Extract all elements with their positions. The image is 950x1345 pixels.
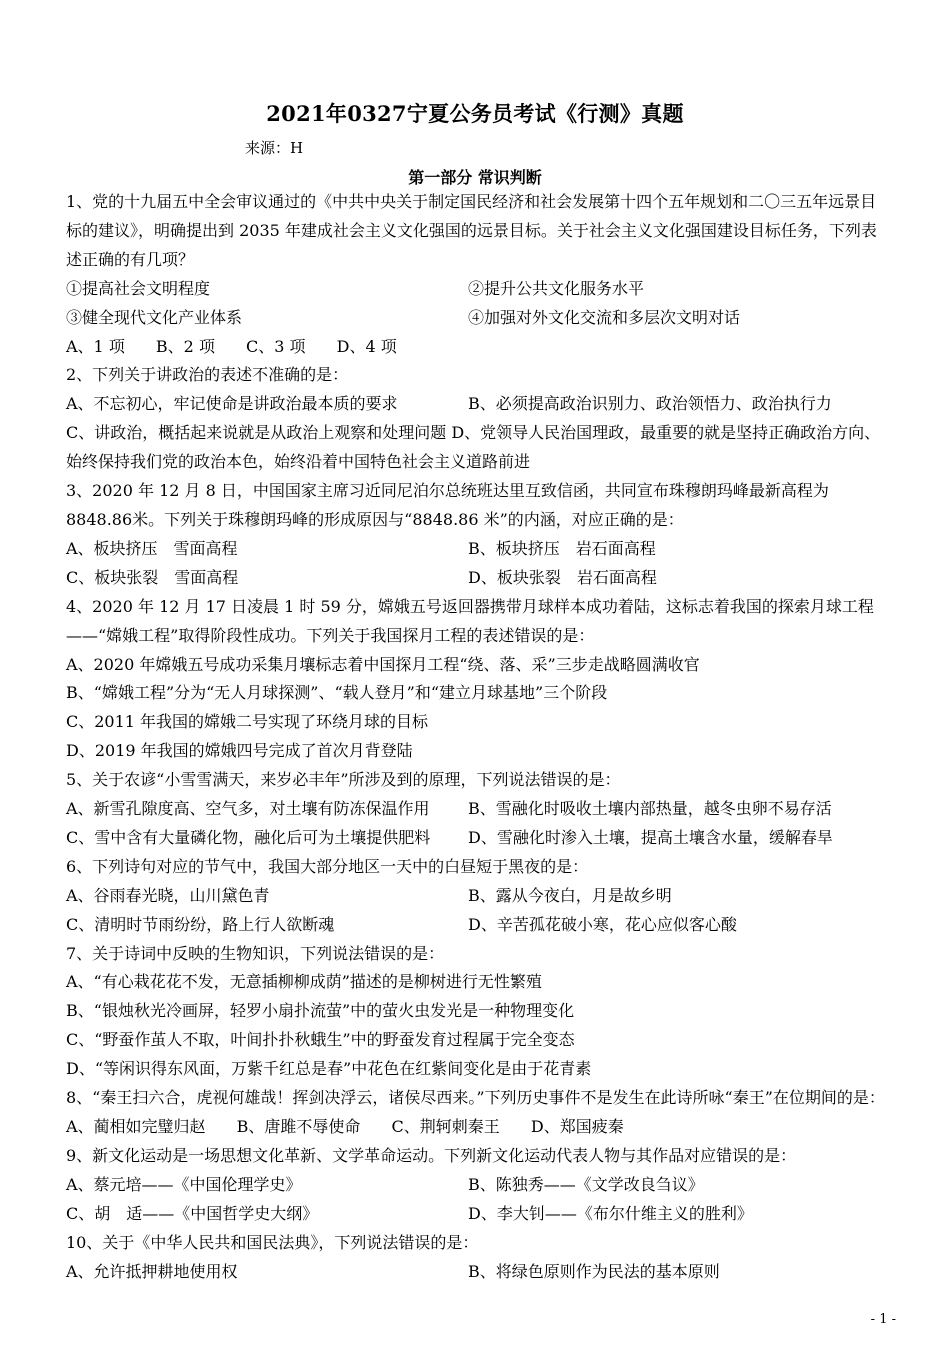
question-5-option-a: A、新雪孔隙度高、空气多，对土壤有防冻保温作用 — [66, 799, 430, 819]
question-10-option-b: B、将绿色原则作为民法的基本原则 — [468, 1261, 720, 1281]
question-1-item: ③健全现代文化产业体系 — [66, 307, 243, 327]
question-6-option-c: C、清明时节雨纷纷，路上行人欲断魂 — [66, 914, 335, 934]
question-5-options-row-2 — [66, 824, 888, 853]
question-3-option-d: D、板块张裂 岩石面高程 — [468, 567, 657, 587]
question-4-option-c: C、2011 年我国的嫦娥二号实现了环绕月球的目标 — [66, 712, 429, 732]
question-9-option-d: D、李大钊——《布尔什维主义的胜利》 — [468, 1203, 753, 1223]
question-1-option: C、3 项 — [246, 336, 306, 356]
question-2-option-b: B、必须提高政治识别力、政治领悟力、政治执行力 — [468, 394, 832, 414]
question-3-option-c: C、板块张裂 雪面高程 — [66, 567, 239, 587]
question-4-option-a: A、2020 年嫦娥五号成功采集月壤标志着中国探月工程“绕、落、采”三步走战略圆满收官 — [66, 654, 700, 674]
question-7-option-b: B、“银烛秋光冷画屏，轻罗小扇扑流萤”中的萤火虫发光是一种物理变化 — [66, 1001, 575, 1021]
question-1-stem: 1、党的十九届五中全会审议通过的《中共中央关于制定国民经济和社会发展第十四个五年规划和二〇三五年远景目标的建议》，明确提出到 2035 年建成社会主义文化强国的远景目标。关于社会主义文化强国建设目标任务，下列表述正确的有几项？ — [66, 192, 877, 269]
question-3-option-b: B、板块挤压 岩石面高程 — [468, 538, 656, 558]
question-2-option-d: D、党领导人民治国理政，最重要的就是坚持正确政治方向、始终保持我们党的政治本色，始终沿着中国特色社会主义道路前进 — [66, 423, 881, 472]
question-6-option-d: D、辛苦孤花破小寒，花心应似客心酸 — [468, 914, 737, 934]
question-1-options — [66, 333, 888, 362]
question-4-stem: 4、2020 年 12 月 17 日凌晨 1 时 59 分，嫦娥五号返回器携带月球样本成功着陆，这标志着我国的探索月球工程——“嫦娥工程”取得阶段性成功。下列关于我国探月工程的表述错误的是： — [66, 596, 874, 645]
question-1-option: D、4 项 — [336, 336, 397, 356]
question-5-option-b: B、雪融化时吸收土壤内部热量，越冬虫卵不易存活 — [468, 799, 832, 819]
question-7-option-a: A、“有心栽花花不发，无意插柳柳成荫”描述的是柳树进行无性繁殖 — [66, 972, 542, 992]
question-8-option: D、郑国疲秦 — [530, 1117, 624, 1136]
question-1-item: ④加强对外文化交流和多层次文明对话 — [468, 307, 741, 327]
question-6-option-b: B、露从今夜白，月是故乡明 — [468, 885, 672, 905]
question-6-option-a: A、谷雨春光晓，山川黛色青 — [66, 885, 270, 905]
question-2-option-a: A、不忘初心，牢记使命是讲政治最本质的要求 — [66, 394, 398, 414]
question-1-item: ②提升公共文化服务水平 — [468, 278, 645, 298]
question-1-option: A、1 项 — [66, 336, 125, 356]
question-list — [66, 188, 888, 1286]
question-1-items-row-2 — [66, 304, 888, 333]
question-2-stem: 2、下列关于讲政治的表述不准确的是： — [66, 365, 349, 385]
question-1-item: ①提高社会文明程度 — [66, 278, 211, 298]
question-7-stem: 7、关于诗词中反映的生物知识，下列说法错误的是： — [66, 943, 445, 963]
question-2-options-cd — [66, 419, 888, 477]
question-10-stem: 10、关于《中华人民共和国民法典》，下列说法错误的是： — [66, 1232, 479, 1252]
question-7-option-d: D、“等闲识得东风面，万紫千红总是春”中花色在红紫间变化是由于花青素 — [66, 1059, 592, 1079]
question-3-options-row-2 — [66, 564, 888, 593]
exam-title: 2021年0327宁夏公务员考试《行测》真题 — [266, 101, 684, 126]
question-4-option-b: B、“嫦娥工程”分为“无人月球探测”、“载人登月”和“建立月球基地”三个阶段 — [66, 683, 608, 703]
question-10-options-row-1 — [66, 1258, 888, 1287]
question-8-option: A、蔺相如完璧归赵 — [66, 1117, 206, 1136]
question-6-options-row-1 — [66, 882, 888, 911]
question-5-stem: 5、关于农谚“小雪雪满天，来岁必丰年”所涉及到的原理，下列说法错误的是： — [66, 770, 621, 790]
question-3-options-row-1 — [66, 535, 888, 564]
question-8-stem: 8、“秦王扫六合，虎视何雄哉！挥剑决浮云，诸侯尽西来。”下列历史事件不是发生在此诗所咏“秦王”在位期间的是： — [66, 1088, 885, 1108]
question-8-option: C、荆轲刺秦王 — [391, 1117, 500, 1136]
question-9-option-a: A、蔡元培——《中国伦理学史》 — [66, 1174, 302, 1194]
question-6-stem: 6、下列诗句对应的节气中，我国大部分地区一天中的白昼短于黑夜的是： — [66, 856, 589, 876]
question-3-stem: 3、2020 年 12 月 8 日，中国国家主席习近同尼泊尔总统班达里互致信函，共同宣布珠穆朗玛峰最新高程为 8848.86米。下列关于珠穆朗玛峰的形成原因与“8848.86 米”的内涵，对应正确的是： — [66, 481, 829, 529]
question-9-stem: 9、新文化运动是一场思想文化革新、文学革命运动。下列新文化运动代表人物与其作品对应错误的是： — [66, 1145, 797, 1165]
question-9-option-c: C、胡 适——《中国哲学史大纲》 — [66, 1203, 319, 1223]
question-9-option-b: B、陈独秀——《文学改良刍议》 — [468, 1174, 704, 1194]
page-number: - 1 - — [870, 1312, 896, 1327]
question-3-option-a: A、板块挤压 雪面高程 — [66, 538, 238, 558]
question-9-options-row-1 — [66, 1171, 888, 1200]
question-1-option: B、2 项 — [155, 336, 215, 356]
source-line: 来源：H — [245, 139, 304, 157]
question-5-option-c: C、雪中含有大量磷化物，融化后可为土壤提供肥料 — [66, 827, 431, 847]
section-heading: 第一部分 常识判断 — [408, 168, 542, 187]
question-6-options-row-2 — [66, 911, 888, 940]
question-8-option: B、唐雎不辱使命 — [236, 1117, 361, 1136]
question-10-option-a: A、允许抵押耕地使用权 — [66, 1261, 238, 1281]
question-5-options-row-1 — [66, 795, 888, 824]
question-2-option-c: C、讲政治，概括起来说就是从政治上观察和处理问题 — [66, 423, 447, 443]
question-5-option-d: D、雪融化时渗入土壤，提高土壤含水量，缓解春旱 — [468, 827, 833, 847]
question-7-option-c: C、“野蚕作茧人不取，叶间扑扑秋蛾生”中的野蚕发育过程属于完全变态 — [66, 1030, 575, 1050]
question-1-items-row-1 — [66, 275, 888, 304]
question-9-options-row-2 — [66, 1200, 888, 1229]
question-2-options-row — [66, 390, 888, 419]
question-8-options — [66, 1113, 888, 1142]
question-4-option-d: D、2019 年我国的嫦娥四号完成了首次月背登陆 — [66, 741, 413, 761]
